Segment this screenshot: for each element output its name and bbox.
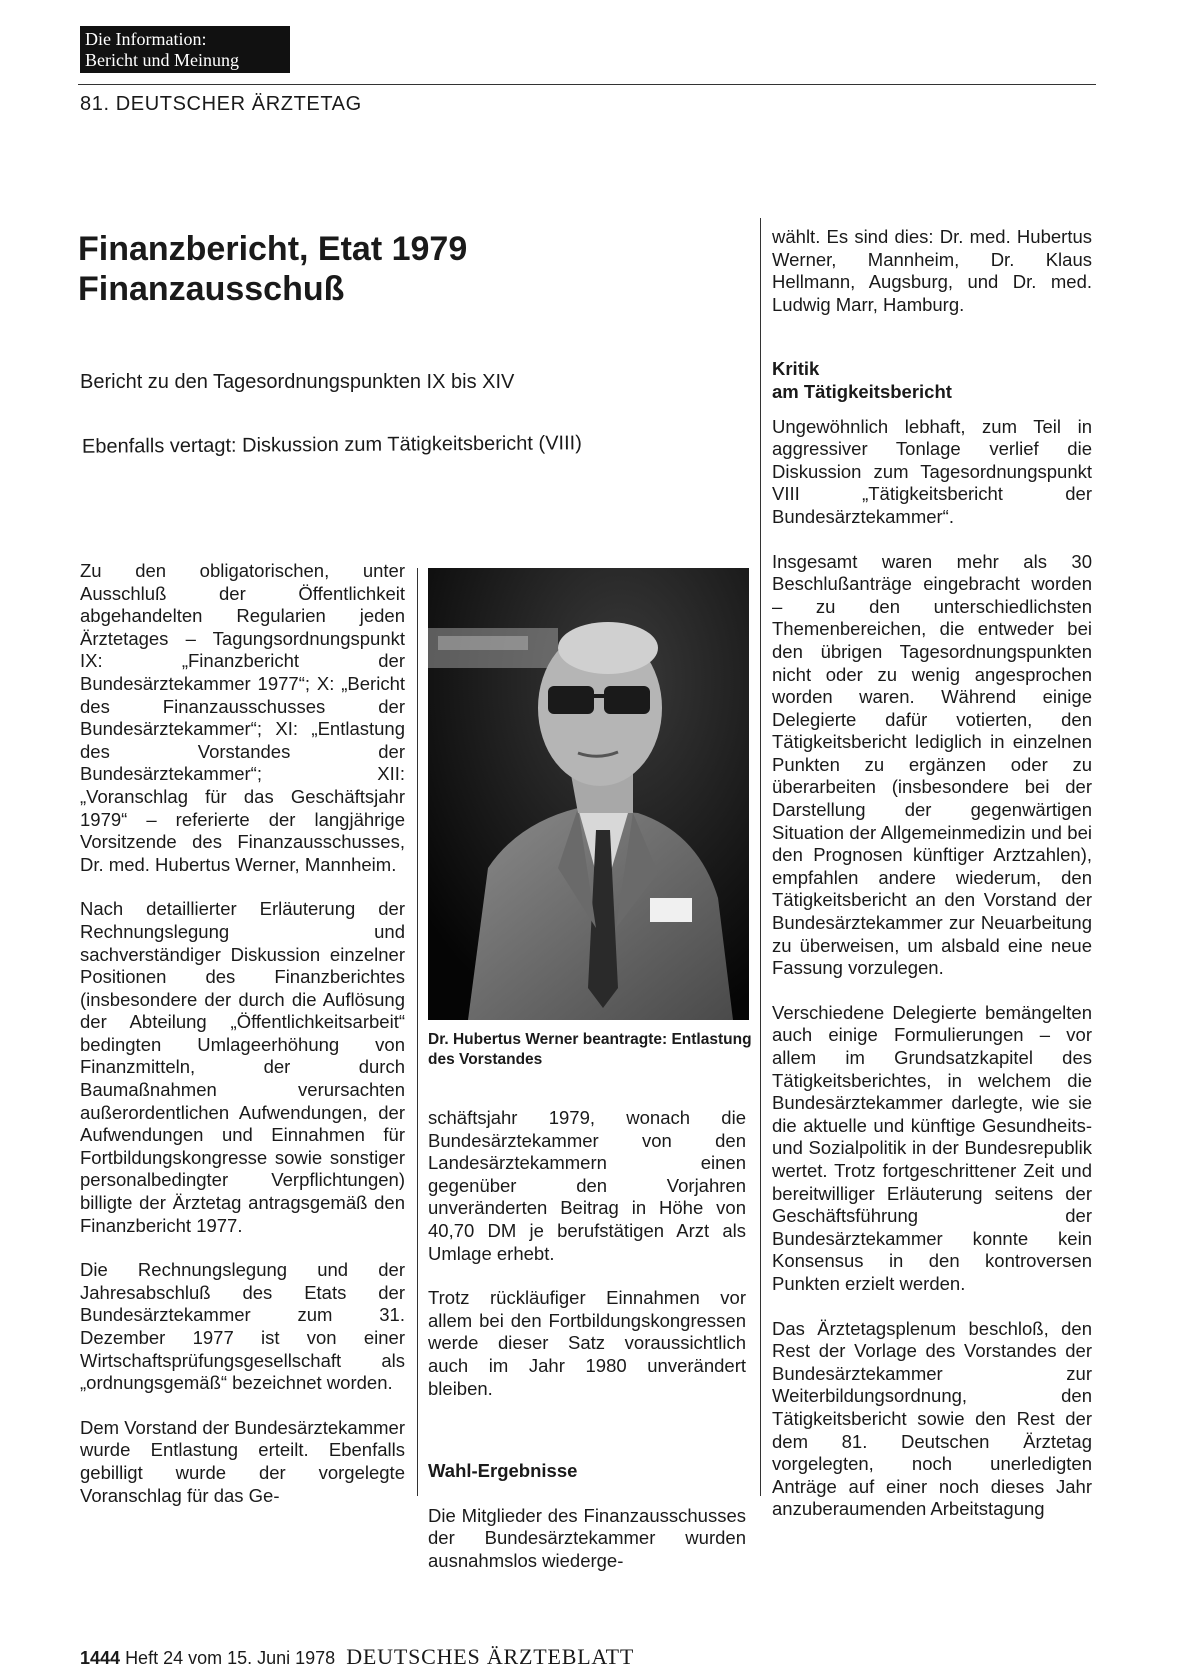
title-line-2: Finanzausschuß [78,270,345,308]
col3-lead: Ungewöhnlich lebhaft, zum Teil in aggressiver Tonlage verlief die Diskussion zum Tagesordnungspunkt VIII „Tätigkeitsbericht der Bundesärztekammer“. [772,415,1092,527]
col2-paragraph: schäftsjahr 1979, wonach die Bundesärztekammer von den Landesärztekammern einen gegenüber den Vorjahren unveränderten Beitrag in Höhe von 40,70 DM je berufstätigen Arzt als Umlage erhebt. [428,1107,746,1264]
portrait-photo [428,568,749,1020]
magazine-name: DEUTSCHES ÄRZTEBLATT [346,1644,635,1669]
article-subtitle-2: Ebenfalls vertagt: Diskussion zum Tätigkeitsbericht (VIII) [81,432,582,458]
column-2 [428,1107,746,1573]
col1-paragraph: Die Rechnungslegung und der Jahresabschluß des Etats der Bundesärztekammer zum 31. Dezember 1977 ist von einer Wirtschaftsprüfungsgesellschaft als „ordnungsgemäß“ bezeichnet worden. [80,1259,405,1394]
col2-paragraph: Die Mitglieder des Finanzausschusses der Bundesärztekammer wurden ausnahmslos wiederge- [428,1504,746,1571]
photo-caption: Dr. Hubertus Werner beantragte: Entlastung des Vorstandes [428,1031,752,1068]
wahl-heading: Wahl-Ergebnisse [428,1460,578,1482]
article-title [78,229,467,309]
article-subtitle: Bericht zu den Tagesordnungspunkten IX bis XIV [80,371,515,393]
section-badge [80,26,290,73]
col1-paragraph: Zu den obligatorischen, unter Ausschluß der Öffentlichkeit abgehandelten Regularien jeden Ärztetages – Tagungsordnungspunkt IX: „Finanzbericht der Bundesärztekammer 1977“; X: „Bericht des Finanzausschusses der Bundesärztekammer“; XI: „Entlastung des Vorstandes der Bundesärztekammer“; XII: „Voranschlag für das Geschäftsjahr 1979“ – referierte der langjährige Vorsitzende des Finanzausschusses, Dr. med. Hubertus Werner, Mannheim. [80,560,405,875]
page-footer [80,1644,634,1670]
col3-paragraph: Verschiedene Delegierte bemängelten auch einige Formulierungen – vor allem im Grundsatzkapitel des Tätigkeitsberichtes, in welchem die Bundesärztekammer darlegte, wie sie die aktuelle und künftige Gesundheits- und Sozialpolitik in der Bundesrepublik wertet. Trotz fortgeschrittener Zeit und bereitwilliger Erläuterung seitens der Geschäftsführung der Bundesärztekammer konnte kein Konsensus in den kontroversen Punkten erzielt werden. [772,1001,1092,1294]
kritik-heading-line-1: Kritik [772,358,820,380]
section-label: 81. DEUTSCHER ÄRZTETAG [80,93,362,115]
page-number: 1444 [80,1648,121,1668]
column-rule-right [760,218,761,1496]
top-rule [78,84,1096,85]
col2-paragraph: Trotz rückläufiger Einnahmen vor allem bei den Fortbildungskongressen werde dieser Satz voraussichtlich auch im Jahr 1980 unverändert bleiben. [428,1287,746,1399]
column-rule-left [417,568,418,1496]
title-line-1: Finanzbericht, Etat 1979 [78,230,468,268]
badge-line-1: Die Information: [85,29,207,49]
col3-paragraph: Das Ärztetagsplenum beschloß, den Rest der Vorlage des Vorstandes der Bundesärztekammer zur Weiterbildungsordnung, den Tätigkeitsbericht sowie den Rest der dem 81. Deutschen Ärztetag vorgelegten, noch unerledigten Anträge auf einer noch dieses Jahr anzuberaumenden Arbeitstagung [772,1317,1092,1520]
col1-paragraph: Nach detaillierter Erläuterung der Rechnungslegung und sachverständiger Diskussion einzelner Positionen des Finanzberichtes (insbesondere der durch die Auflösung der Abteilung „Öffentlichkeitsarbeit“ bedingten Umlageerhöhung von Finanzmitteln, der durch Baumaßnahmen verursachten außerordentlichen Aufwendungen, der Aufwendungen und Einnahmen für Fortbildungskongresse sowie sonstiger personalbedingter Verpflichtungen) billigte der Ärztetag antragsgemäß den Finanzbericht 1977. [80,898,405,1236]
column-3 [772,226,1092,1521]
col3-paragraph: Insgesamt waren mehr als 30 Beschlußanträge eingebracht worden – zu den unterschiedlichsten Themenbereichen, die entweder bei den übrigen Tagesordnungspunkten nicht oder zu wenig angesprochen worden waren. Während einige Delegierte dafür votierten, den Tätigkeitsbericht lediglich in einzelnen Punkten zu ergänzen oder zu überarbeiten (insbesondere bei der Darstellung der gegenwärtigen Situation der Allgemeinmedizin und bei den Prognosen künftiger Arztzahlen), empfahlen andere wiederum, den Tätigkeitsbericht an den Vorstand der Bundesärztekammer zur Neuarbeitung zu überweisen, um alsbald eine neue Fassung vorzulegen. [772,550,1092,979]
issue-info: Heft 24 vom 15. Juni 1978 [125,1648,336,1668]
kritik-heading-line-2: am Tätigkeitsbericht [772,380,952,402]
column-1 [80,560,405,1507]
col3-intro: wählt. Es sind dies: Dr. med. Hubertus Werner, Mannheim, Dr. Klaus Hellmann, Augsburg, und Dr. med. Ludwig Marr, Hamburg. [772,226,1092,315]
portrait-illustration [428,568,749,1020]
col1-paragraph: Dem Vorstand der Bundesärztekammer wurde Entlastung erteilt. Ebenfalls gebilligt wurde der vorgelegte Voranschlag für das Ge- [80,1416,405,1506]
kritik-heading [772,358,1092,403]
badge-line-2: Bericht und Meinung [85,50,239,70]
